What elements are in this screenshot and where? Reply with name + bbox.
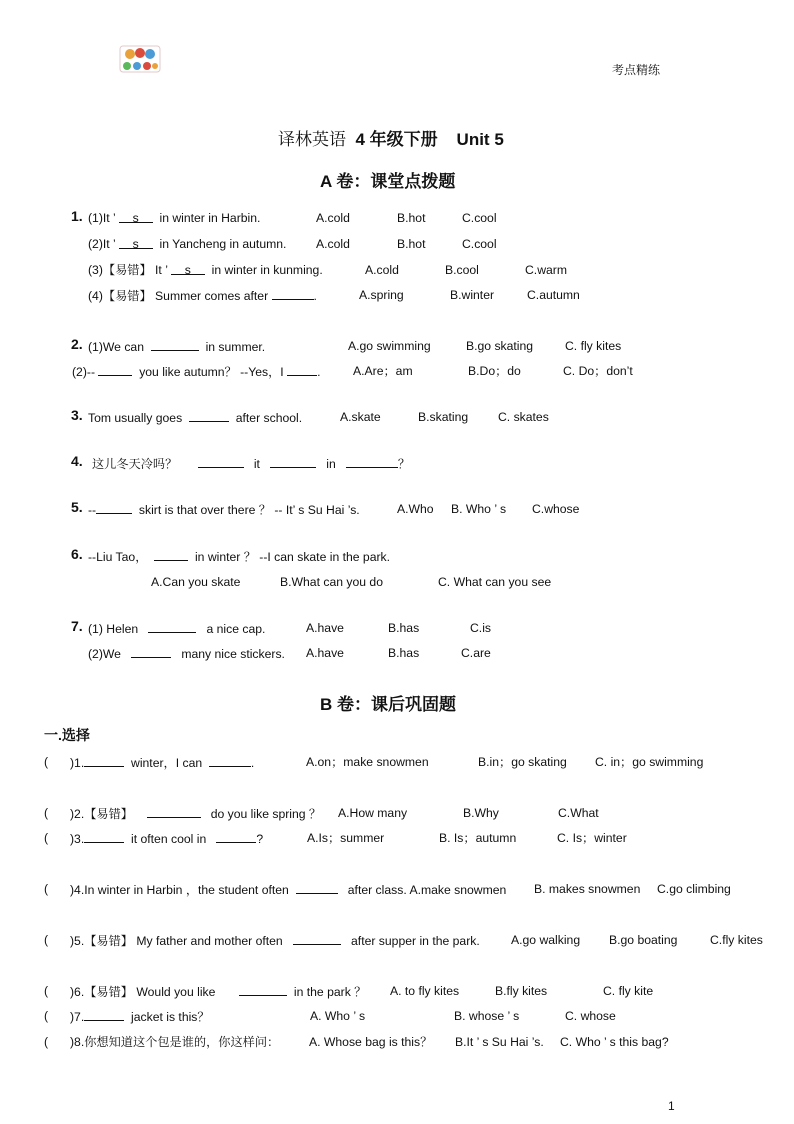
b8-option-c[interactable]: C. Who ’ s this bag? <box>560 1035 669 1049</box>
b2-paren[interactable]: ( <box>44 806 49 820</box>
answer-blank[interactable] <box>287 363 317 376</box>
answer-blank[interactable] <box>147 805 201 818</box>
b3-stem: )3. it often cool in ? <box>70 832 264 846</box>
q1-r4-option-a[interactable]: A.spring <box>359 288 404 302</box>
b5-option-c[interactable]: C.fly kites <box>710 933 763 947</box>
answer-blank[interactable] <box>98 363 132 376</box>
b6-paren[interactable]: ( <box>44 984 49 998</box>
q2-row2: (2)-- you like autumn？ --Yes，I . <box>72 365 321 379</box>
b4-option-c[interactable]: C.go climbing <box>657 882 731 896</box>
answer-blank[interactable]: s <box>171 262 205 275</box>
answer-blank[interactable] <box>209 754 251 767</box>
answer-blank[interactable] <box>84 1008 124 1021</box>
answer-blank[interactable] <box>84 830 124 843</box>
q3-stem: Tom usually goes after school. <box>88 411 303 425</box>
page-number: 1 <box>668 1099 675 1113</box>
q1-r3-option-c[interactable]: C.warm <box>525 263 567 277</box>
b1-paren[interactable]: ( <box>44 755 49 769</box>
b5-option-b[interactable]: B.go boating <box>609 933 678 947</box>
q7-row2: (2)We many nice stickers. <box>88 647 285 661</box>
q1-number: 1. <box>71 208 83 224</box>
answer-blank[interactable] <box>216 830 256 843</box>
b6-stem: )6.【易错】 Would you like in the park ？ <box>70 985 367 999</box>
q1-row3: (3)【易错】 It ’ s in winter in kunming. <box>88 263 323 277</box>
b7-paren[interactable]: ( <box>44 1009 49 1023</box>
answer-blank[interactable] <box>148 620 196 633</box>
answer-blank[interactable] <box>296 881 338 894</box>
b7-option-a[interactable]: A. Who ’ s <box>310 1009 366 1023</box>
title-cn: 译林英语 <box>278 130 346 149</box>
q7-r2-option-c[interactable]: C.are <box>461 646 491 660</box>
q7-r2-option-b[interactable]: B.has <box>388 646 420 660</box>
b5-option-a[interactable]: A.go walking <box>511 933 581 947</box>
answer-blank[interactable] <box>270 455 316 468</box>
q6-option-c[interactable]: C. What can you see <box>438 575 552 589</box>
q1-r2-option-b[interactable]: B.hot <box>397 237 426 251</box>
q1-r2-option-a[interactable]: A.cold <box>316 237 350 251</box>
answer-blank[interactable] <box>272 287 314 300</box>
q7-number: 7. <box>71 618 83 634</box>
q6-number: 6. <box>71 546 83 562</box>
b3-paren[interactable]: ( <box>44 831 49 845</box>
logo-kid-3 <box>145 49 155 59</box>
q3-number: 3. <box>71 407 83 423</box>
q1-r3-option-b[interactable]: B.cool <box>445 263 479 277</box>
q2-row1: (1)We can in summer. <box>88 340 266 354</box>
b2-stem: )2.【易错】 do you like spring ？ <box>70 807 322 821</box>
q1-r1-option-b[interactable]: B.hot <box>397 211 426 225</box>
q7-r1-option-b[interactable]: B.has <box>388 621 420 635</box>
q2-r2-option-b[interactable]: B.Do；do <box>468 364 521 378</box>
answer-blank[interactable] <box>293 932 341 945</box>
b2-option-c[interactable]: C.What <box>558 806 599 820</box>
answer-blank[interactable] <box>189 409 229 422</box>
b8-paren[interactable]: ( <box>44 1035 49 1049</box>
b3-option-a[interactable]: A.Is；summer <box>307 831 385 845</box>
q3-option-a[interactable]: A.skate <box>340 410 381 424</box>
q1-r3-option-a[interactable]: A.cold <box>365 263 399 277</box>
q1-row1: (1)It ’ s in winter in Harbin. <box>88 211 261 225</box>
q4-number: 4. <box>71 453 83 469</box>
header-label: 考点精练 <box>612 63 661 77</box>
page-title <box>278 130 504 150</box>
section-a-title: A 卷：课堂点拨题 <box>320 172 456 191</box>
q1-r2-option-c[interactable]: C.cool <box>462 237 497 251</box>
b7-option-b[interactable]: B. whose ’ s <box>454 1009 520 1023</box>
q2-number: 2. <box>71 336 83 352</box>
answer-blank[interactable] <box>151 338 199 351</box>
q3-option-b[interactable]: B.skating <box>418 410 469 424</box>
part-1-heading: 一.选择 <box>44 727 90 743</box>
title-grade: 4 年级下册 <box>355 130 438 149</box>
q2-r1-option-b[interactable]: B.go skating <box>466 339 534 353</box>
answer-blank[interactable] <box>154 548 188 561</box>
b5-stem: )5.【易错】 My father and mother often after supper in the park. <box>70 934 480 948</box>
b3-option-b[interactable]: B. Is；autumn <box>439 831 517 845</box>
b4-paren[interactable]: ( <box>44 882 49 896</box>
q2-r2-option-a[interactable]: A.Are；am <box>353 364 413 378</box>
b6-option-b[interactable]: B.fly kites <box>495 984 548 998</box>
b4-stem: )4.In winter in Harbin ，the student often after class. A.make snowmen <box>70 883 507 897</box>
b7-stem: )7. jacket is this？ <box>70 1010 210 1024</box>
q4-stem: 这儿冬天冷吗？ it in ？ <box>92 457 411 471</box>
q1-row4: (4)【易错】 Summer comes after . <box>88 289 317 303</box>
logo-kid-1 <box>125 49 135 59</box>
b4-option-b[interactable]: B. makes snowmen <box>534 882 641 896</box>
answer-blank[interactable] <box>96 501 132 514</box>
answer-blank[interactable] <box>131 645 171 658</box>
q2-r2-option-c[interactable]: C. Do；don’t <box>563 364 633 378</box>
q1-r1-option-a[interactable]: A.cold <box>316 211 350 225</box>
b1-option-c[interactable]: C. in；go swimming <box>595 755 704 769</box>
q7-row1: (1) Helen a nice cap. <box>88 622 266 636</box>
q2-r1-option-c[interactable]: C. fly kites <box>565 339 622 353</box>
q7-r1-option-c[interactable]: C.is <box>470 621 491 635</box>
q2-r1-option-a[interactable]: A.go swimming <box>348 339 431 353</box>
q1-r4-option-b[interactable]: B.winter <box>450 288 495 302</box>
q5-option-a[interactable]: A.Who <box>397 502 434 516</box>
b4-option-a[interactable]: A.make snowmen <box>409 883 507 897</box>
q5-option-b[interactable]: B. Who ’ s <box>451 502 507 516</box>
q5-stem: -- skirt is that over there ？ -- It’ s Su Hai ’s. <box>88 503 360 517</box>
title-unit: Unit 5 <box>456 130 504 149</box>
b3-option-c[interactable]: C. Is；winter <box>557 831 627 845</box>
b5-paren[interactable]: ( <box>44 933 49 947</box>
answer-blank[interactable] <box>84 754 124 767</box>
b2-option-b[interactable]: B.Why <box>463 806 499 820</box>
answer-blank[interactable] <box>198 455 244 468</box>
b8-option-a[interactable]: A. Whose bag is this？ <box>309 1035 433 1049</box>
q6-option-b[interactable]: B.What can you do <box>280 575 383 589</box>
answer-blank[interactable]: s <box>119 210 153 223</box>
q7-r1-option-a[interactable]: A.have <box>306 621 344 635</box>
q1-row2: (2)It ’ s in Yancheng in autumn. <box>88 237 287 251</box>
q7-r2-option-a[interactable]: A.have <box>306 646 344 660</box>
b1-option-b[interactable]: B.in；go skating <box>478 755 567 769</box>
q6-option-a[interactable]: A.Can you skate <box>151 575 241 589</box>
logo-kid-2 <box>135 48 145 58</box>
b1-option-a[interactable]: A.on；make snowmen <box>306 755 429 769</box>
q5-number: 5. <box>71 499 83 515</box>
b8-stem: )8.你想知道这个包是谁的，你这样问： <box>70 1035 280 1049</box>
q1-r1-option-c[interactable]: C.cool <box>462 211 497 225</box>
answer-blank[interactable] <box>239 983 287 996</box>
q3-option-c[interactable]: C. skates <box>498 410 549 424</box>
b1-stem: )1. winter，I can . <box>70 756 255 770</box>
q1-r4-option-c[interactable]: C.autumn <box>527 288 580 302</box>
section-b-title: B 卷：课后巩固题 <box>320 695 456 714</box>
publisher-logo <box>118 44 162 74</box>
b6-option-a[interactable]: A. to fly kites <box>390 984 460 998</box>
b7-option-c[interactable]: C. whose <box>565 1009 616 1023</box>
q5-option-c[interactable]: C.whose <box>532 502 580 516</box>
b2-option-a[interactable]: A.How many <box>338 806 408 820</box>
answer-blank[interactable]: s <box>119 236 153 249</box>
b6-option-c[interactable]: C. fly kite <box>603 984 654 998</box>
answer-blank[interactable] <box>346 455 398 468</box>
q6-stem: --Liu Tao， in winter ？ --I can skate in the park. <box>88 550 391 564</box>
b8-option-b[interactable]: B.It ’ s Su Hai ’s. <box>455 1035 544 1049</box>
